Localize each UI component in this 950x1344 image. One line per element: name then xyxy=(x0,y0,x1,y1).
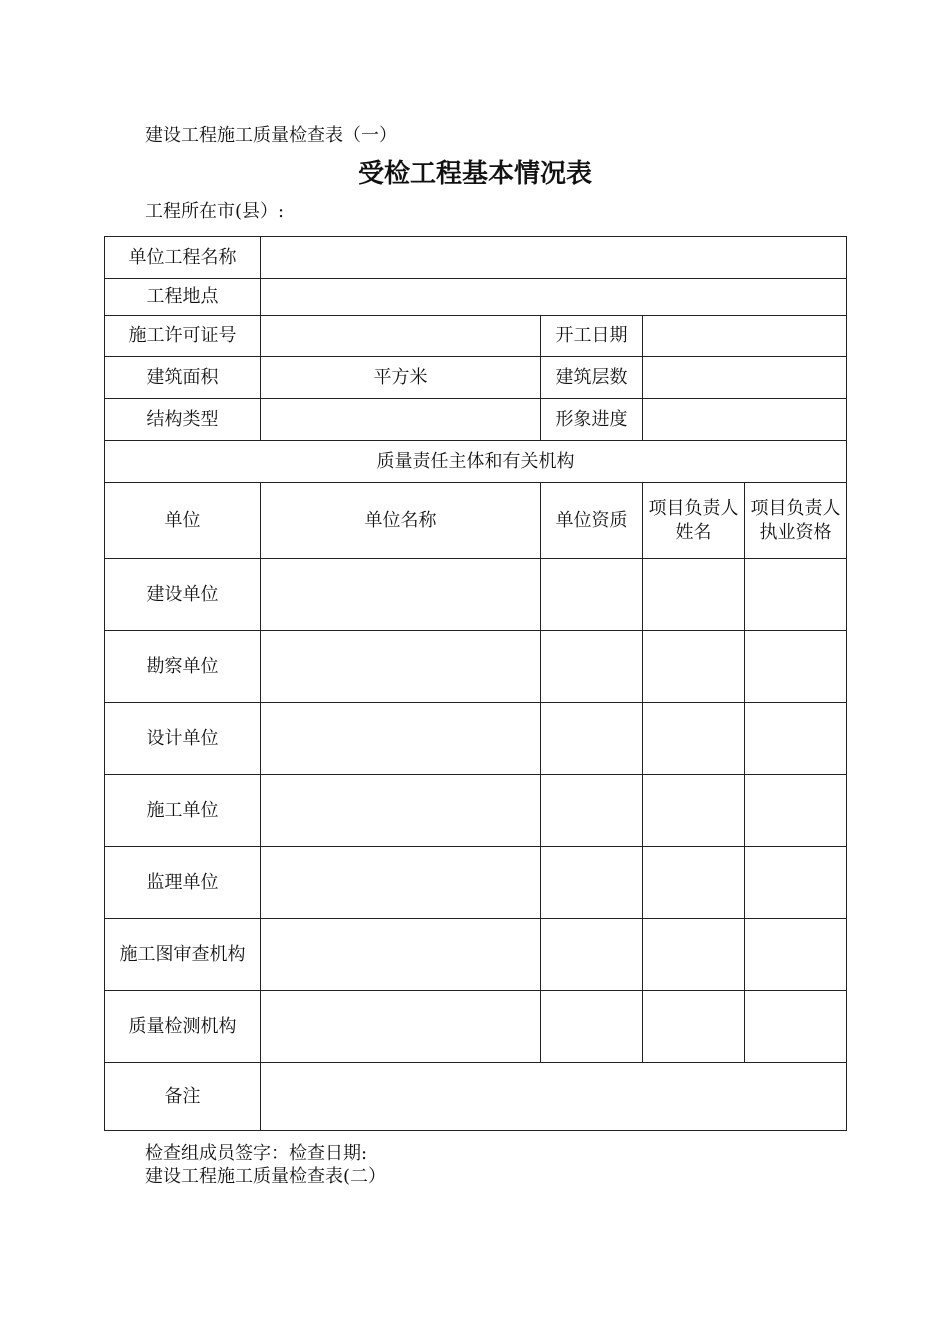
remarks-label: 备注 xyxy=(105,1063,261,1131)
manager-name-cell[interactable] xyxy=(643,559,745,631)
table-row xyxy=(105,919,847,991)
next-form-label: 建设工程施工质量检查表(二） xyxy=(145,1166,387,1187)
row-label: 设计单位 xyxy=(105,703,261,775)
area-unit[interactable]: 平方米 xyxy=(261,357,541,399)
manager-license-cell[interactable] xyxy=(745,919,847,991)
unit-name-cell[interactable] xyxy=(261,559,541,631)
unit-name-cell[interactable] xyxy=(261,631,541,703)
manager-license-cell[interactable] xyxy=(745,847,847,919)
table-row xyxy=(105,559,847,631)
table-row xyxy=(105,847,847,919)
manager-name-cell[interactable] xyxy=(643,775,745,847)
area-row xyxy=(105,357,847,399)
manager-name-cell[interactable] xyxy=(643,847,745,919)
manager-license-cell[interactable] xyxy=(745,703,847,775)
row-label: 质量检测机构 xyxy=(105,991,261,1063)
manager-license-cell[interactable] xyxy=(745,991,847,1063)
table-row xyxy=(105,631,847,703)
unit-name-cell[interactable] xyxy=(261,703,541,775)
qualification-cell[interactable] xyxy=(541,775,643,847)
row-label: 监理单位 xyxy=(105,847,261,919)
structure-label: 结构类型 xyxy=(105,399,261,441)
inspection-table xyxy=(104,236,847,1131)
column-header-row xyxy=(105,483,847,559)
floors-label: 建筑层数 xyxy=(541,357,643,399)
section-title: 质量责任主体和有关机构 xyxy=(105,441,847,483)
manager-name-cell[interactable] xyxy=(643,631,745,703)
unit-name-cell[interactable] xyxy=(261,991,541,1063)
row-label: 建设单位 xyxy=(105,559,261,631)
qualification-cell[interactable] xyxy=(541,703,643,775)
project-location-value[interactable] xyxy=(261,279,847,316)
manager-name-cell[interactable] xyxy=(643,919,745,991)
project-name-value[interactable] xyxy=(261,237,847,279)
progress-label: 形象进度 xyxy=(541,399,643,441)
table-row xyxy=(105,703,847,775)
column-header: 单位 xyxy=(105,483,261,559)
project-location-row xyxy=(105,279,847,316)
form-number-label: 建设工程施工质量检查表（一） xyxy=(145,125,397,146)
project-location-label: 工程地点 xyxy=(105,279,261,316)
row-label: 施工单位 xyxy=(105,775,261,847)
project-name-label: 单位工程名称 xyxy=(105,237,261,279)
row-label: 勘察单位 xyxy=(105,631,261,703)
permit-label: 施工许可证号 xyxy=(105,316,261,357)
unit-name-cell[interactable] xyxy=(261,775,541,847)
column-header: 项目负责人执业资格 xyxy=(745,483,847,559)
remarks-row xyxy=(105,1063,847,1131)
column-header: 项目负责人姓名 xyxy=(643,483,745,559)
qualification-cell[interactable] xyxy=(541,991,643,1063)
progress-value[interactable] xyxy=(643,399,847,441)
manager-name-cell[interactable] xyxy=(643,991,745,1063)
manager-license-cell[interactable] xyxy=(745,559,847,631)
project-name-row xyxy=(105,237,847,279)
qualification-cell[interactable] xyxy=(541,919,643,991)
table-row xyxy=(105,991,847,1063)
permit-row xyxy=(105,316,847,357)
manager-license-cell[interactable] xyxy=(745,631,847,703)
qualification-cell[interactable] xyxy=(541,631,643,703)
city-label: 工程所在市(县）: xyxy=(145,201,285,222)
qualification-cell[interactable] xyxy=(541,559,643,631)
structure-row xyxy=(105,399,847,441)
qualification-cell[interactable] xyxy=(541,847,643,919)
manager-name-cell[interactable] xyxy=(643,703,745,775)
column-header: 单位资质 xyxy=(541,483,643,559)
table-row xyxy=(105,775,847,847)
floors-value[interactable] xyxy=(643,357,847,399)
remarks-value[interactable] xyxy=(261,1063,847,1131)
manager-license-cell[interactable] xyxy=(745,775,847,847)
row-label: 施工图审查机构 xyxy=(105,919,261,991)
structure-value[interactable] xyxy=(261,399,541,441)
start-date-label: 开工日期 xyxy=(541,316,643,357)
document-title: 受检工程基本情况表 xyxy=(357,159,592,189)
section-row xyxy=(105,441,847,483)
signature-date-line: 检查组成员签字：检查日期: xyxy=(145,1143,368,1164)
unit-name-cell[interactable] xyxy=(261,919,541,991)
area-label: 建筑面积 xyxy=(105,357,261,399)
unit-name-cell[interactable] xyxy=(261,847,541,919)
column-header: 单位名称 xyxy=(261,483,541,559)
start-date-value[interactable] xyxy=(643,316,847,357)
permit-value[interactable] xyxy=(261,316,541,357)
